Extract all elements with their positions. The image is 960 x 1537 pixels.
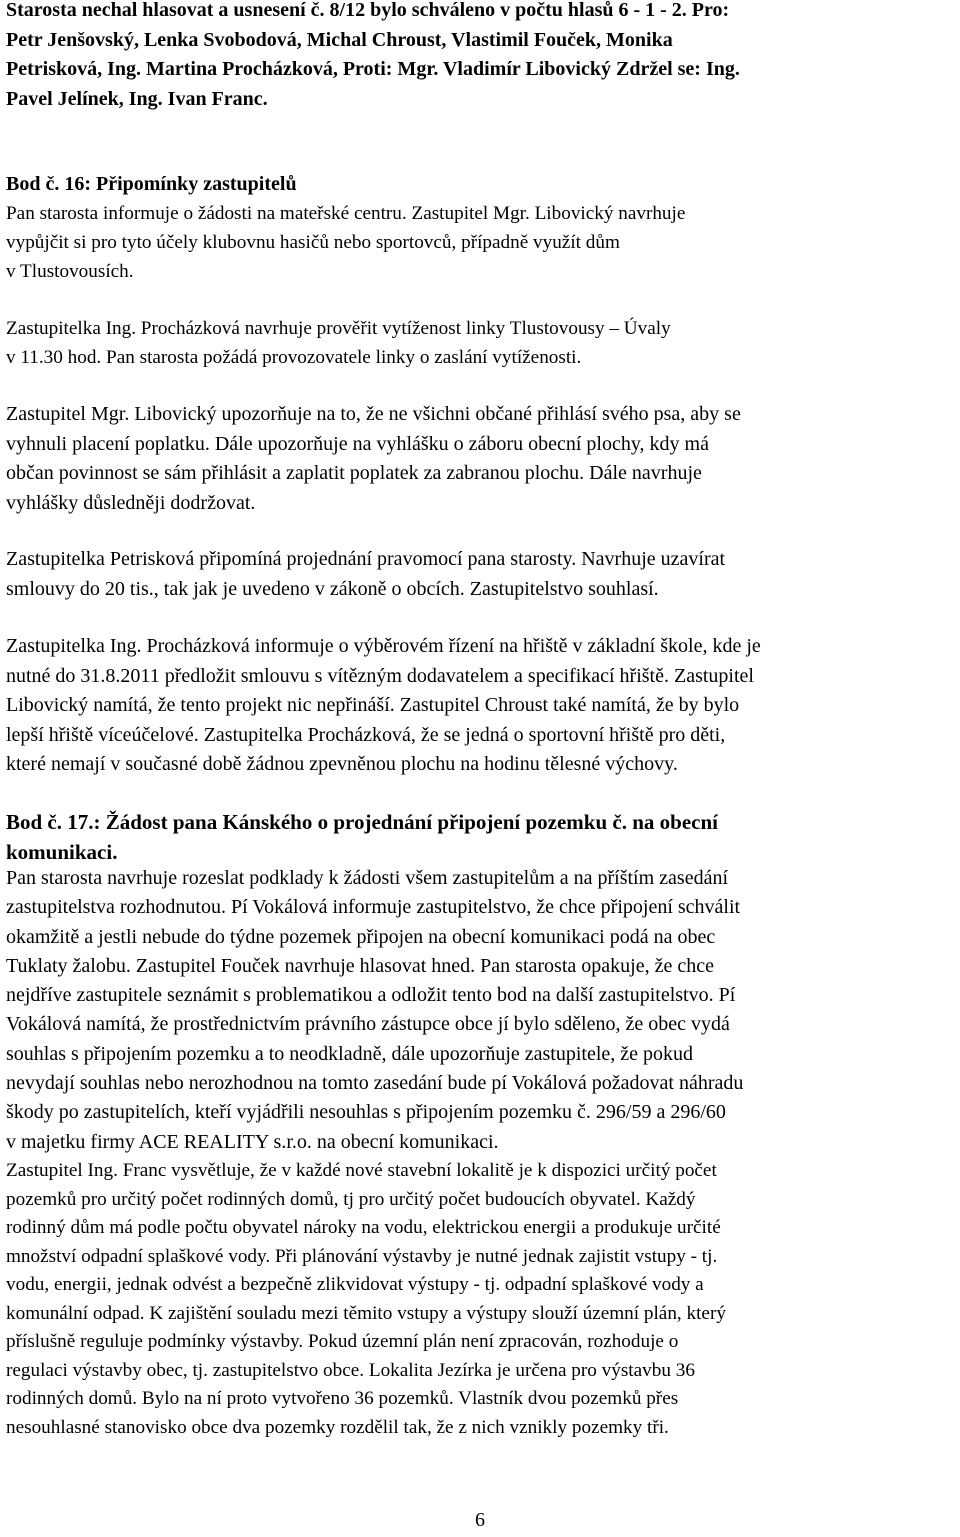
paragraph [6,864,956,1157]
text-line: Libovický namítá, že tento projekt nic nepřináší. Zastupitel Chroust také namítá, že by bylo [6,694,740,716]
section-heading-bod-16: Bod č. 16: Připomínky zastupitelů [6,173,297,195]
text-line: pozemků pro určitý počet rodinných domů, tj pro určitý počet budoucích obyvatel. Každý [6,1188,696,1210]
text-line: souhlas s připojením pozemku a to neodkladně, dále upozorňuje zastupitele, že pokud [6,1042,694,1065]
text-line: komunikaci. [6,840,118,864]
text-line: okamžitě a jestli nebude do týdne pozemek připojen na obecní komunikaci podá na obec [6,925,716,948]
paragraph [6,400,956,518]
paragraph [6,632,956,780]
text-line: nesouhlasné stanovisko obce dva pozemky rozdělil tak, že z nich vznikly pozemky tři. [6,1416,669,1438]
text-line: Tuklaty žalobu. Zastupitel Fouček navrhuje hlasovat hned. Pan starosta opakuje, že chce [6,954,714,977]
text-line: Pan starosta navrhuje rozeslat podklady k žádosti všem zastupitelům a na příštím zasedání [6,867,729,889]
voting-result-paragraph [6,0,956,114]
text-line: rodinných domů. Bylo na ní proto vytvořeno 36 pozemků. Vlastník dvou pozemků přes [6,1388,679,1409]
text-line: zastupitelstva rozhodnutou. Pí Vokálová informuje zastupitelstvo, že chce připojení schválit [6,896,741,919]
text-line: nutné do 31.8.2011 předložit smlouvu s vítězným dodavatelem a specifikací hřiště. Zastupitel [6,664,754,687]
text-line: vyhlášky důsledněji dodržovat. [6,491,256,514]
text-line: rodinný dům má podle počtu obyvatel nároky na vodu, elektrickou energii a produkuje určité [6,1217,721,1238]
text-line: množství odpadní splaškové vody. Při plánování výstavby je nutné jednak zajistit vstupy - tj. [6,1245,718,1267]
paragraph [6,314,956,372]
text-line: Zastupitelka Ing. Procházková informuje o výběrovém řízení na hřiště v základní škole, kde je [6,635,761,657]
text-line: škody po zastupitelích, kteří vyjádřili nesouhlas s připojením pozemku č. 296/59 a 296/60 [6,1101,726,1124]
text-line: Starosta nechal hlasovat a usnesení č. 8/12 bylo schváleno v počtu hlasů 6 - 1 - 2. Pro: [6,0,730,21]
text-line: vyhnuli placení poplatku. Dále upozorňuje na vyhlášku o záboru obecní plochy, kdy má [6,432,709,455]
text-line: v 11.30 hod. Pan starosta požádá provozovatele linky o zaslání vytíženosti. [6,347,582,368]
text-line: Zastupitel Ing. Franc vysvětluje, že v každé nové stavební lokalitě je k dispozici určitý počet [6,1160,717,1181]
text-line: Zastupitelka Petrisková připomíná projednání pravomocí pana starosty. Navrhuje uzavírat [6,548,726,570]
text-line: regulaci výstavby obec, tj. zastupitelstvo obce. Lokalita Jezírka je určena pro výstavbu 36 [6,1359,695,1381]
paragraph [6,199,956,286]
text-line: občan povinnost se sám přihlásit a zaplatit poplatek za zabranou plochu. Dále navrhuje [6,462,702,484]
page-number: 6 [475,1509,485,1531]
text-line: vypůjčit si pro tyto účely klubovnu hasičů nebo sportovců, případně využít dům [6,232,620,253]
text-line: nevydají souhlas nebo nerozhodnou na tomto zasedání bude pí Vokálová požadovat náhradu [6,1072,744,1095]
text-line: Petr Jenšovský, Lenka Svobodová, Michal Chroust, Vlastimil Fouček, Monika [6,28,673,51]
text-line: Pan starosta informuje o žádosti na mateřské centru. Zastupitel Mgr. Libovický navrhuje [6,203,686,224]
text-line: komunální odpad. K zajištění souladu mezi těmito vstupy a výstupy slouží územní plán, který [6,1302,726,1324]
text-line: smlouvy do 20 tis., tak jak je uvedeno v zákoně o obcích. Zastupitelstvo souhlasí. [6,577,659,600]
text-line: Vokálová namítá, že prostřednictvím právního zástupce obce jí bylo sděleno, že obec vydá [6,1013,730,1036]
paragraph [6,545,956,604]
text-line: příslušně reguluje podmínky výstavby. Pokud územní plán není zpracován, rozhoduje o [6,1331,679,1352]
text-line: Zastupitel Mgr. Libovický upozorňuje na to, že ne všichni občané přihlásí svého psa, aby se [6,403,741,425]
text-line: lepší hřiště víceúčelové. Zastupitelka Procházková, že se jedná o sportovní hřiště pro děti, [6,723,726,746]
text-line: Zastupitelka Ing. Procházková navrhuje prověřit vytíženost linky Tlustovousy – Úvaly [6,318,671,339]
text-line: které nemají v současné době žádnou zpevněnou plochu na hodinu tělesné výchovy. [6,753,678,775]
text-line: v majetku firmy ACE REALITY s.r.o. na obecní komunikaci. [6,1130,499,1153]
text-line: Petrisková, Ing. Martina Procházková, Proti: Mgr. Vladimír Libovický Zdržel se: Ing. [6,58,740,80]
text-line: nejdříve zastupitele seznámit s problematikou a odložit tento bod na další zastupitelstvo. Pí [6,984,736,1007]
paragraph [6,1157,944,1442]
text-line: v Tlustovousích. [6,261,134,282]
text-line: Pavel Jelínek, Ing. Ivan Franc. [6,87,268,110]
section-heading-bod-17 [6,806,956,866]
text-line: vodu, energii, jednak odvést a bezpečně zlikvidovat výstupy - tj. odpadní splaškové vody a [6,1274,704,1295]
text-line: Bod č. 17.: Žádost pana Kánského o projednání připojení pozemku č. na obecní [6,810,718,834]
